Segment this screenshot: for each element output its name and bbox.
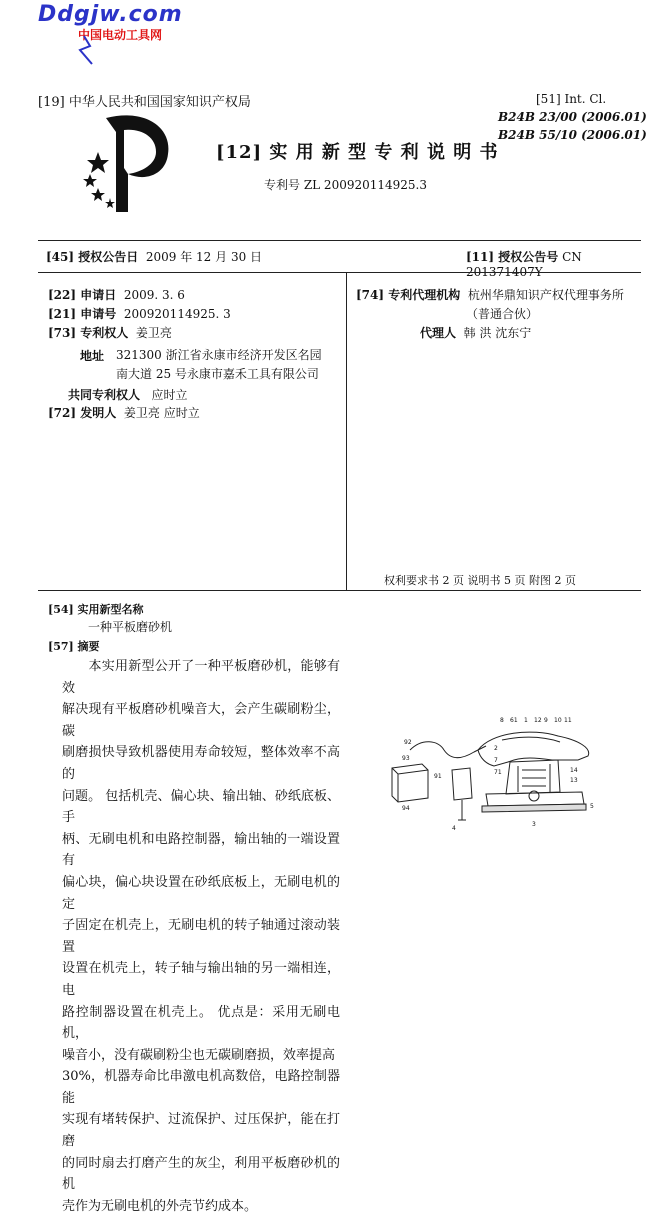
abstract-line: 解决现有平板磨砂机噪音大，会产生碳刷粉尘，碳 xyxy=(62,702,340,739)
address-line-2: 南大道 25 号永康市嘉禾工具有限公司 xyxy=(116,367,319,381)
figure-label: 8 xyxy=(500,717,504,724)
address-line-1: 321300 浙江省永康市经济开发区名园 xyxy=(116,348,322,362)
agency-label: [74] 专利代理机构 xyxy=(356,288,461,302)
figure-label: 7 xyxy=(494,757,498,764)
figure-label: 9 xyxy=(544,717,548,724)
int-cl-1: B24B 23/00 (2006.01) xyxy=(498,110,647,124)
grant-date-label: [45] 授权公告日 xyxy=(46,250,139,264)
sipo-emblem xyxy=(76,108,176,218)
figure-label: 11 xyxy=(564,717,572,724)
agent-value: 韩 洪 沈东宁 xyxy=(463,326,532,340)
agency-line-1: 杭州华鼎知识产权代理事务所 xyxy=(467,288,624,302)
grant-date xyxy=(46,248,262,265)
figure-label: 14 xyxy=(570,767,578,774)
application-number-value: 200920114925. 3 xyxy=(123,307,231,321)
patentee-value: 姜卫亮 xyxy=(135,326,172,340)
patentee xyxy=(48,324,172,341)
inventor-label: [72] 发明人 xyxy=(48,406,117,420)
abstract-body xyxy=(62,656,340,1217)
filing-date xyxy=(48,286,185,303)
biblio-column-divider xyxy=(346,272,347,590)
figure-label: 12 xyxy=(534,717,542,724)
abstract-line: 路控制器设置在机壳上。 优点是：采用无刷电机， xyxy=(62,1004,340,1042)
agency-line-2: （普通合伙） xyxy=(466,307,539,321)
abstract-line: 30%，机器寿命比串激电机高数倍，电路控制器能 xyxy=(62,1069,340,1106)
abstract-label: [57] 摘要 xyxy=(48,640,100,653)
document-type: [12] 实 用 新 型 专 利 说 明 书 xyxy=(216,142,499,163)
grant-number xyxy=(466,248,656,279)
abstract-line: 本实用新型公开了一种平板磨砂机，能够有效 xyxy=(62,659,340,696)
figure-label: 71 xyxy=(494,769,502,776)
watermark-lightning-icon xyxy=(72,34,102,70)
grant-date-value: 2009 年 12 月 30 日 xyxy=(145,250,263,264)
agent xyxy=(420,324,531,341)
co-patentee-value: 应时立 xyxy=(151,388,188,402)
abstract-line: 实现有堵转保护、过流保护、过压保护，能在打磨 xyxy=(62,1112,340,1150)
sander-drawing xyxy=(382,710,612,840)
grant-number-value: CN 201371407Y xyxy=(466,250,582,279)
co-patentee xyxy=(68,386,187,403)
abstract-line: 设置在机壳上，转子轴与输出轴的另一端相连，电 xyxy=(62,961,340,998)
utility-model-name-label: [54] 实用新型名称 xyxy=(48,603,144,616)
divider-top xyxy=(38,240,641,241)
utility-model-title: 一种平板磨砂机 xyxy=(88,620,173,634)
inventor-value: 姜卫亮 应时立 xyxy=(123,406,200,420)
office-name: [19] 中华人民共和国国家知识产权局 xyxy=(38,95,251,110)
abstract-line: 柄、无刷电机和电路控制器，输出轴的一端设置有 xyxy=(62,831,340,869)
figure-label: 13 xyxy=(570,777,578,784)
page-counts: 权利要求书 2 页 说明书 5 页 附图 2 页 xyxy=(384,574,576,587)
patent-number: 专利号 ZL 200920114925.3 xyxy=(264,178,428,192)
watermark-subtitle: 中国电动工具网 xyxy=(78,28,163,42)
int-cl-label: [51] Int. Cl. xyxy=(536,92,607,106)
abstract-line: 子固定在机壳上，无刷电机的转子轴通过滚动装置 xyxy=(62,918,340,955)
abstract-line: 问题。 包括机壳、偏心块、输出轴、砂纸底板、手 xyxy=(62,788,340,826)
abstract-line: 偏心块，偏心块设置在砂纸底板上，无刷电机的定 xyxy=(62,874,340,912)
figure-label: 3 xyxy=(532,821,536,828)
filing-date-value: 2009. 3. 6 xyxy=(123,288,185,302)
figure-label: 4 xyxy=(452,825,456,832)
application-number-label: [21] 申请号 xyxy=(48,307,117,321)
abstract-line: 刷磨损快导致机器使用寿命较短，整体效率不高的 xyxy=(62,745,340,782)
inventor xyxy=(48,404,200,421)
abstract-line: 噪音小，没有碳刷粉尘也无碳刷磨损，效率提高 xyxy=(62,1047,336,1063)
grant-number-label: [11] 授权公告号 xyxy=(466,250,559,264)
figure-label: 61 xyxy=(510,717,518,724)
figure-label: 10 xyxy=(554,717,562,724)
figure-label: 1 xyxy=(524,717,528,724)
address-label: 地址 xyxy=(80,349,105,363)
divider-biblio-top xyxy=(38,272,641,273)
figure-label: 2 xyxy=(494,745,498,752)
abstract-line: 壳作为无刷电机的外壳节约成本。 xyxy=(62,1198,258,1214)
figure-label: 93 xyxy=(402,755,410,762)
figure-label: 94 xyxy=(402,805,410,812)
abstract-line: 的同时扇去打磨产生的灰尘，利用平板磨砂机的机 xyxy=(62,1155,340,1193)
application-number xyxy=(48,305,231,322)
co-patentee-label: 共同专利权人 xyxy=(68,388,141,402)
watermark-logo: Ddgjw.com xyxy=(38,2,183,27)
agency xyxy=(356,286,624,303)
int-cl-2: B24B 55/10 (2006.01) xyxy=(498,128,647,142)
figure-label: 5 xyxy=(590,803,594,810)
filing-date-label: [22] 申请日 xyxy=(48,288,117,302)
figure-label: 91 xyxy=(434,773,442,780)
agent-label: 代理人 xyxy=(420,326,457,340)
divider-biblio-bottom xyxy=(38,590,641,591)
figure-label: 92 xyxy=(404,739,412,746)
patentee-label: [73] 专利权人 xyxy=(48,326,129,340)
